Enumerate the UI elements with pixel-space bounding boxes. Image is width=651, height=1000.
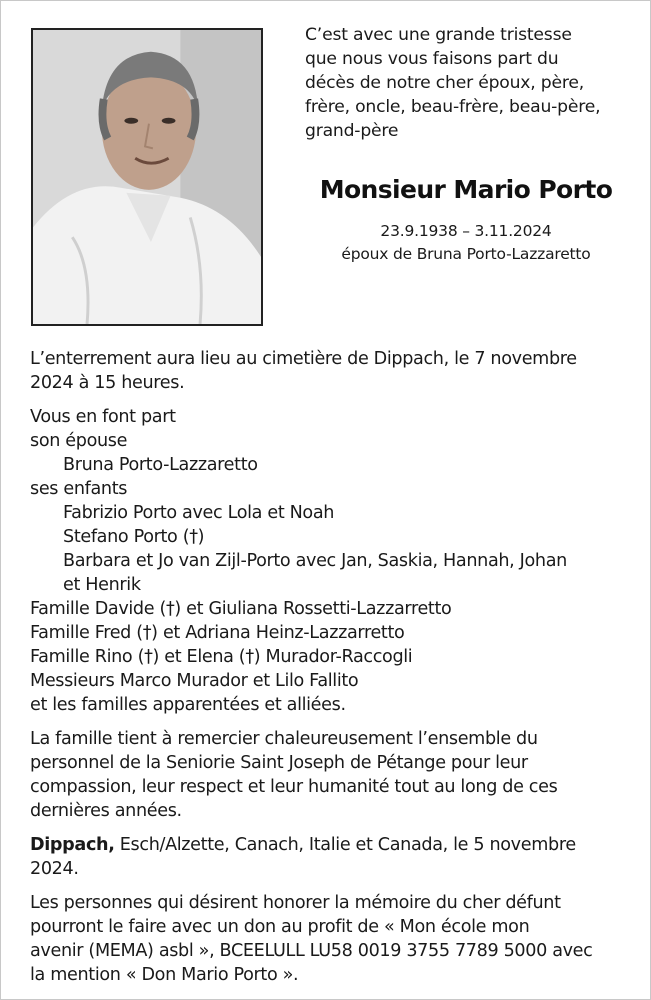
thanks-line: personnel de la Seniorie Saint Joseph de Pétange pour leur [30,753,528,773]
portrait-image [33,30,261,324]
intro-line: grand-père [305,121,399,141]
place-line [30,833,624,857]
spouse-name: Bruna Porto-Lazzaretto [63,455,258,475]
thanks-line: La famille tient à remercier chaleureusement l’ensemble du [30,729,538,749]
intro-line: que nous vous faisons part du [305,49,559,69]
relative-line: Messieurs Marco Murador et Lilo Fallito [30,671,359,691]
child-line: Stefano Porto (†) [63,527,205,547]
place-line: 2024. [30,859,79,879]
place-rest: Esch/Alzette, Canach, Italie et Canada, le 5 novembre [114,835,576,855]
portrait-photo [31,28,263,326]
intro-line: C’est avec une grande tristesse [305,25,572,45]
intro-line: décès de notre cher époux, père, [305,73,584,93]
relative-line: Famille Rino (†) et Elena (†) Murador-Raccogli [30,647,413,667]
thanks-line: compassion, leur respect et leur humanité tout au long de ces [30,777,558,797]
funeral-line: 2024 à 15 heures. [30,373,185,393]
deceased-details [291,220,641,266]
child-line: Barbara et Jo van Zijl-Porto avec Jan, Saskia, Hannah, Johan [63,551,567,571]
relative-line: Famille Fred (†) et Adriana Heinz-Lazzarretto [30,623,405,643]
spouse-label: son épouse [30,431,128,451]
relative-line: Famille Davide (†) et Giuliana Rossetti-Lazzarretto [30,599,452,619]
children-label: ses enfants [30,479,128,499]
donation-line: avenir (MEMA) asbl », BCEELULL LU58 0019 3755 7789 5000 avec [30,941,593,961]
deceased-name: Monsieur Mario Porto [319,175,613,204]
child-line: Fabrizio Porto avec Lola et Noah [63,503,335,523]
place-city: Dippach, [30,835,115,855]
life-dates: 23.9.1938 – 3.11.2024 [380,222,552,240]
thanks-line: dernières années. [30,801,182,821]
relative-line: et les familles apparentées et alliées. [30,695,346,715]
notice-body [30,347,624,987]
funeral-line: L’enterrement aura lieu au cimetière de Dippach, le 7 novembre [30,349,577,369]
donation-line: pourront le faire avec un don au profit de « Mon école mon [30,917,530,937]
family-heading: Vous en font part [30,407,176,427]
child-line: et Henrik [63,575,141,595]
donation-line: Les personnes qui désirent honorer la mémoire du cher défunt [30,893,561,913]
donation-line: la mention « Don Mario Porto ». [30,965,299,985]
spouse-line: époux de Bruna Porto-Lazzaretto [341,245,591,263]
intro-text [305,23,627,143]
intro-line: frère, oncle, beau-frère, beau-père, [305,97,601,117]
